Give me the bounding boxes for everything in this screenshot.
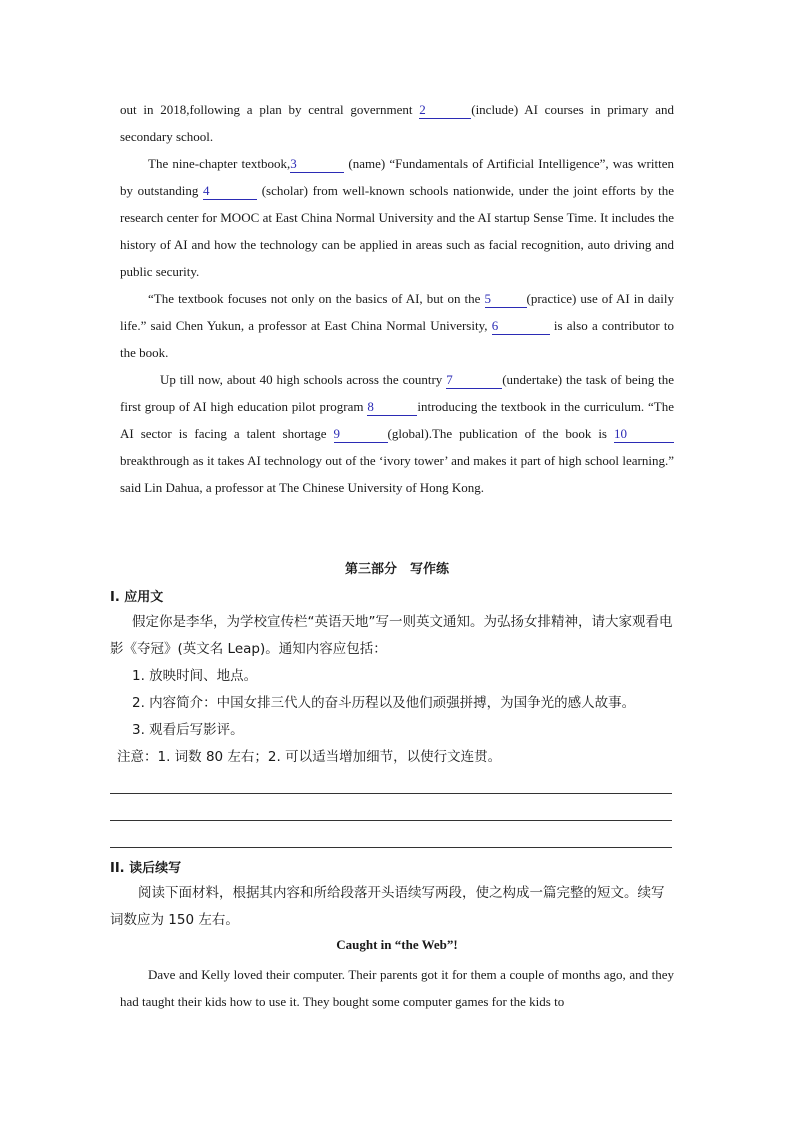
part2-heading: II. 读后续写 [110,861,182,876]
blank-9[interactable]: 9 [334,426,388,443]
part1-item-3: 3. 观看后写影评。 [132,722,244,738]
part1-item-1: 1. 放映时间、地点。 [132,668,258,684]
part1-item-2: 2. 内容简介：中国女排三代人的奋斗历程以及他们顽强拼搏，为国争光的感人故事。 [132,695,636,711]
blank-3[interactable]: 3 [290,156,344,173]
story-paragraph-1: Dave and Kelly loved their computer. Their parents got it for them a couple of months ago, and they had taught their kids how to use it. They bought some computer games for the kids to [120,967,674,1009]
blank-8[interactable]: 8 [367,399,417,416]
blank-2[interactable]: 2 [419,102,471,119]
writing-line-2[interactable] [110,820,672,821]
blank-5[interactable]: 5 [485,291,527,308]
part1-note: 注意：1. 词数 80 左右；2. 可以适当增加细节，以使行文连贯。 [117,749,502,765]
writing-line-1[interactable] [110,793,672,794]
blank-6[interactable]: 6 [492,318,550,335]
blank-7[interactable]: 7 [446,372,502,389]
part2-intro: 阅读下面材料，根据其内容和所给段落开头语续写两段，使之构成一篇完整的短文。续写词数应为 150 左右。 [110,885,665,928]
section-title: 第三部分 写作练 [344,562,449,577]
story-title: Caught in “the Web”! [336,937,458,952]
passage-paragraph-3: “The textbook focuses not only on the basics of AI, but on the 5 (practice) use of AI in daily life.” said Chen Yukun, a professor at East China Normal University, 6 is also a contributor to the book. [120,291,675,360]
blank-4[interactable]: 4 [203,183,257,200]
passage-paragraph-2: The nine-chapter textbook,3 (name) “Fundamentals of Artificial Intelligence”, was written by outstanding 4 (scholar) from well-known schools nationwide, under the joint efforts by the research center for MOOC at East China Normal University and the AI startup Sense Time. It includes the history of AI and how the technology can be applied in areas such as facial recognition, auto driving and public security. [120,156,674,279]
passage-paragraph-4: Up till now, about 40 high schools across the country 7 (undertake) the task of being the first group of AI high education pilot program 8 introducing the textbook in the curriculum. “The AI sector is facing a talent shortage 9 (global).The publication of the book is 10 breakthrough as it takes AI technology out of the ‘ivory tower’ and makes it part of high school learning.” said Lin Dahua, a professor at The Chinese University of Hong Kong. [120,372,675,495]
part1-heading: I. 应用文 [110,590,164,605]
writing-line-3[interactable] [110,847,672,848]
part1-intro: 假定你是李华，为学校宣传栏“英语天地”写一则英文通知。为弘扬女排精神，请大家观看电影《夺冠》(英文名 Leap)。通知内容应包括： [110,614,673,657]
passage-paragraph-1: out in 2018,following a plan by central government 2 (include) AI courses in primary and secondary school. [120,102,674,144]
blank-10[interactable]: 10 [614,426,674,443]
